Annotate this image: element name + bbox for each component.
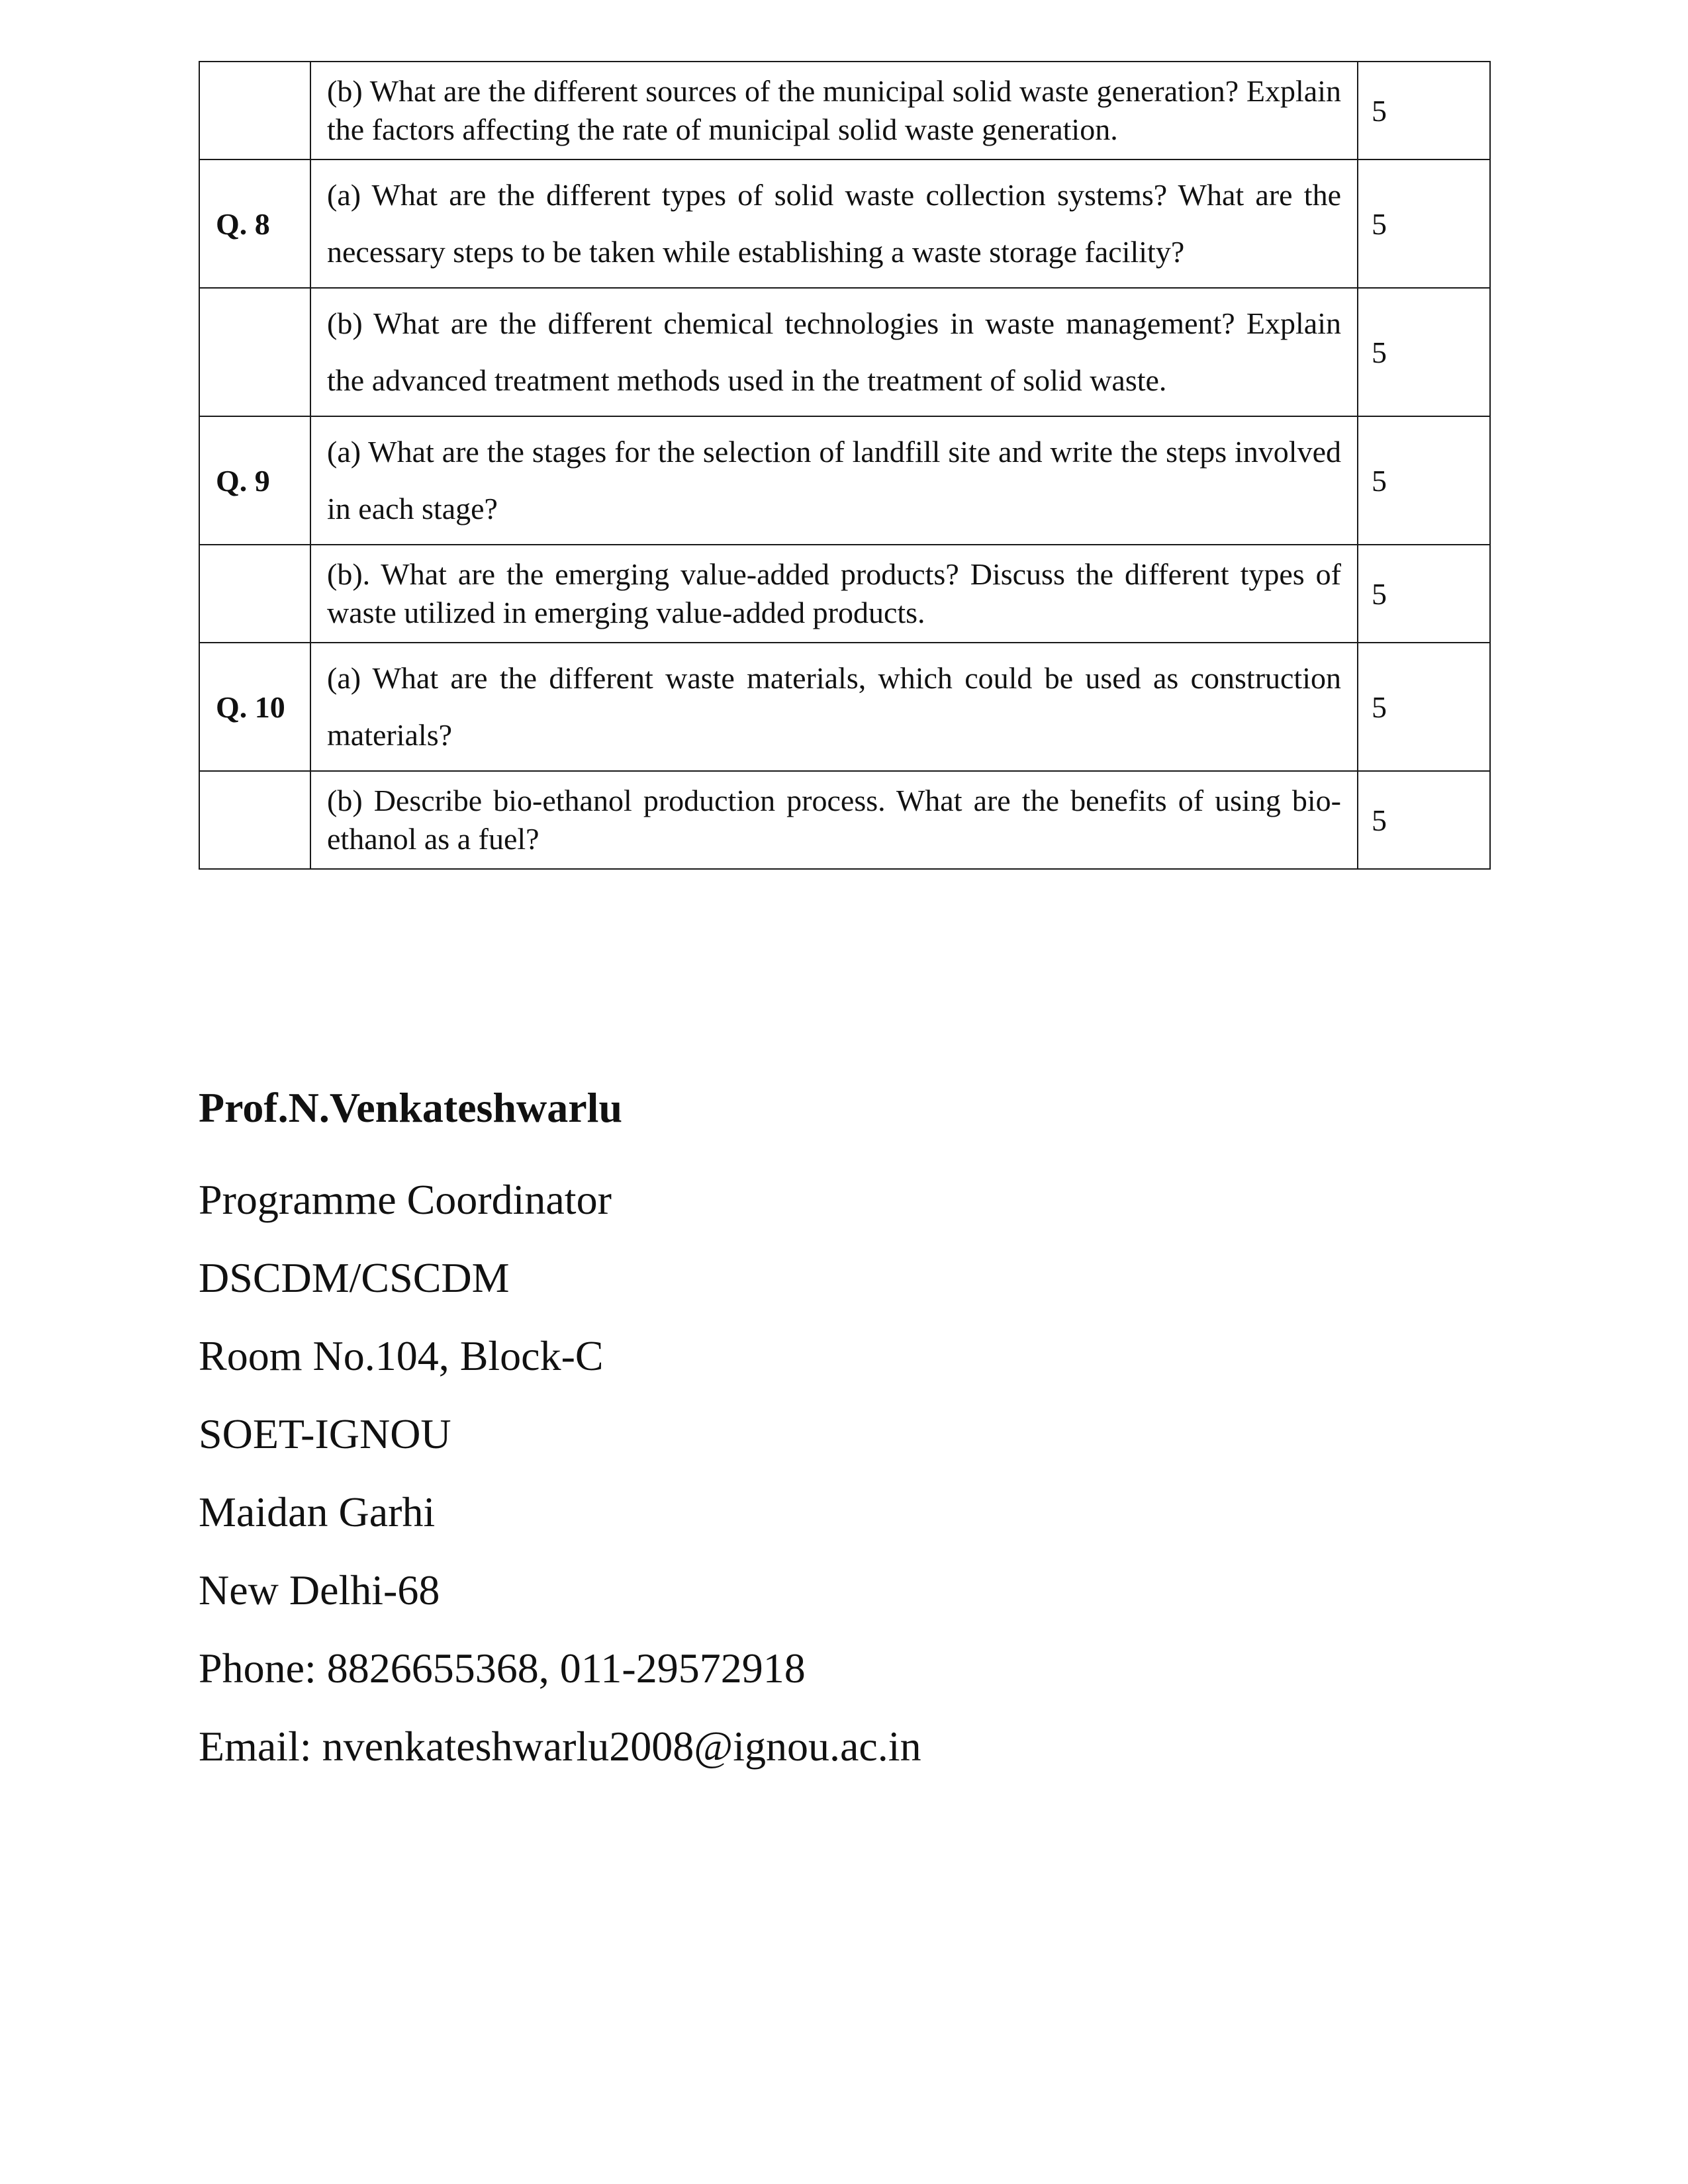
question-text: (a) What are the different types of solid waste collection systems? What are the necessary steps to be taken while establishing a waste storage facility? — [327, 178, 1341, 269]
question-number — [199, 545, 310, 643]
room-number: Room No.104, Block-C — [199, 1332, 604, 1379]
question-marks: 5 — [1358, 416, 1490, 545]
question-number: Q. 10 — [199, 643, 310, 771]
question-row — [199, 159, 1490, 288]
question-text-cell — [310, 62, 1358, 159]
contact-block — [199, 1079, 921, 1786]
city: New Delhi-68 — [199, 1567, 440, 1614]
question-text: (b). What are the emerging value-added products? Discuss the different types of waste utilized in emerging value-added products. — [327, 557, 1341, 629]
question-number: Q. 8 — [199, 159, 310, 288]
question-text-cell — [310, 416, 1358, 545]
question-row — [199, 545, 1490, 643]
questions-table — [199, 61, 1491, 870]
locality: Maidan Garhi — [199, 1488, 436, 1535]
question-text: (a) What are the different waste materials, which could be used as construction materials? — [327, 661, 1341, 752]
phone-number: Phone: 8826655368, 011-29572918 — [199, 1645, 806, 1692]
question-marks: 5 — [1358, 159, 1490, 288]
question-text: (b) What are the different sources of the municipal solid waste generation? Explain the factors affecting the rate of municipal solid waste generation. — [327, 74, 1341, 146]
question-number — [199, 62, 310, 159]
school-name: SOET-IGNOU — [199, 1410, 451, 1457]
question-marks: 5 — [1358, 643, 1490, 771]
question-row — [199, 771, 1490, 869]
email-address: Email: nvenkateshwarlu2008@ignou.ac.in — [199, 1723, 921, 1770]
question-number — [199, 771, 310, 869]
question-number: Q. 9 — [199, 416, 310, 545]
coordinator-designation: Programme Coordinator — [199, 1176, 612, 1223]
programme-code: DSCDM/CSCDM — [199, 1254, 510, 1301]
question-number — [199, 288, 310, 416]
question-text-cell — [310, 643, 1358, 771]
question-row — [199, 643, 1490, 771]
question-text: (b) What are the different chemical technologies in waste management? Explain the advanced treatment methods used in the treatment of solid waste. — [327, 306, 1341, 397]
question-marks: 5 — [1358, 288, 1490, 416]
question-row — [199, 416, 1490, 545]
question-marks: 5 — [1358, 545, 1490, 643]
question-row — [199, 62, 1490, 159]
question-text: (a) What are the stages for the selection of landfill site and write the steps involved in each stage? — [327, 435, 1341, 525]
question-text-cell — [310, 545, 1358, 643]
question-marks: 5 — [1358, 771, 1490, 869]
question-row — [199, 288, 1490, 416]
question-text-cell — [310, 159, 1358, 288]
question-text-cell — [310, 288, 1358, 416]
question-marks: 5 — [1358, 62, 1490, 159]
question-text-cell — [310, 771, 1358, 869]
coordinator-name: Prof.N.Venkateshwarlu — [199, 1084, 623, 1131]
question-text: (b) Describe bio-ethanol production process. What are the benefits of using bio-ethanol as a fuel? — [327, 784, 1341, 856]
